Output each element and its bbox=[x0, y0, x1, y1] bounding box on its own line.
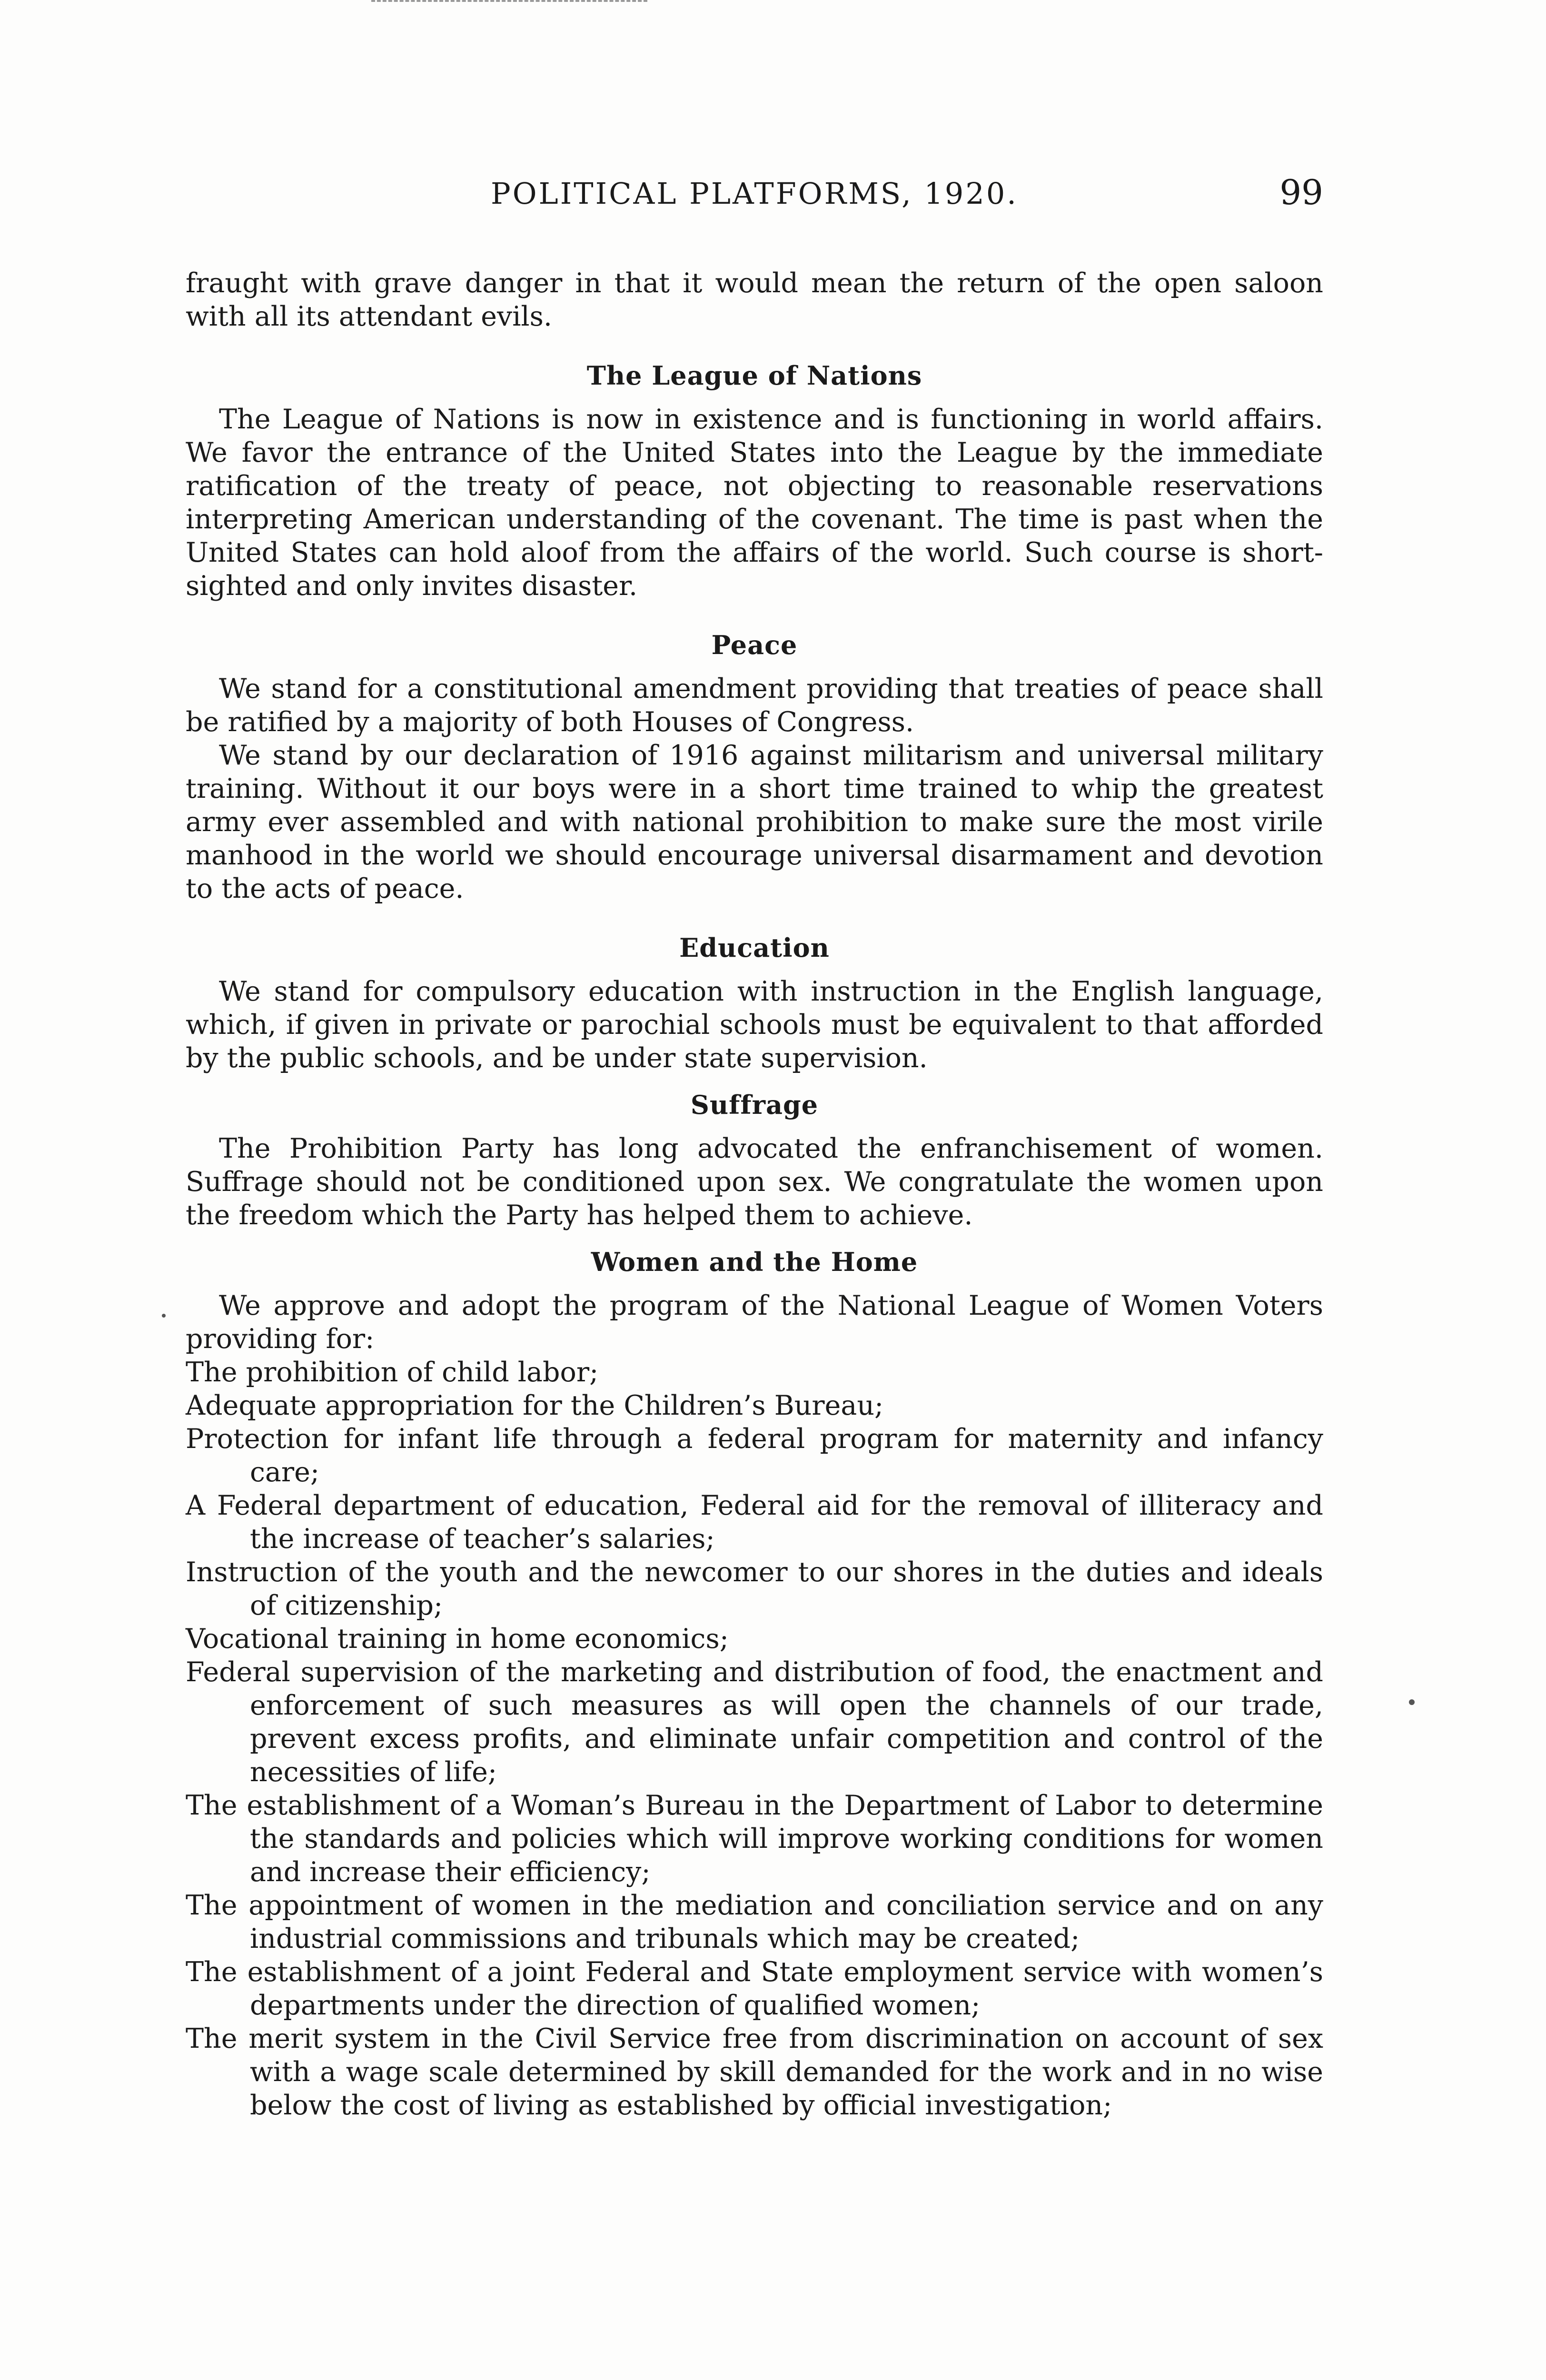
list-item: Protection for infant life through a federal program for maternity and infancy care; bbox=[186, 1423, 1323, 1488]
scan-speck bbox=[1409, 1699, 1415, 1705]
list-item: Instruction of the youth and the newcomer to our shores in the duties and ideals of citizenship; bbox=[186, 1557, 1323, 1621]
list-item: The establishment of a joint Federal and State employment service with women’s departments under the direction of qualified women; bbox=[186, 1956, 1323, 2021]
list-item: The prohibition of child labor; bbox=[186, 1357, 599, 1388]
list-item: Vocational training in home economics; bbox=[186, 1623, 729, 1655]
scan-artifact-rule bbox=[371, 0, 647, 2]
running-header bbox=[186, 172, 1323, 219]
heading-education: Education bbox=[679, 932, 830, 963]
intro-paragraph: fraught with grave danger in that it would mean the return of the open saloon with all its attendant evils. bbox=[186, 268, 1323, 332]
peace-paragraph-2: We stand by our declaration of 1916 against militarism and universal military training. Without it our boys were in a short time trained to whip the greatest army ever assembled and with national prohibition to make sure the most virile manhood in the world we should encourage universal disarmament and devotion to the acts of peace. bbox=[186, 740, 1323, 904]
heading-league-of-nations: The League of Nations bbox=[586, 360, 922, 391]
peace-paragraph-1: We stand for a constitutional amendment providing that treaties of peace shall be ratified by a majority of both Houses of Congress. bbox=[186, 673, 1323, 738]
list-item: The establishment of a Woman’s Bureau in the Department of Labor to determine the standards and policies which will improve working conditions for women and increase their efficiency; bbox=[186, 1790, 1323, 1888]
list-item: A Federal department of education, Federal aid for the removal of illiteracy and the increase of teacher’s salaries; bbox=[186, 1490, 1323, 1555]
page-body bbox=[186, 267, 1323, 2122]
suffrage-paragraph: The Prohibition Party has long advocated the enfranchisement of women. Suffrage should not be conditioned upon sex. We congratulate the women upon the freedom which the Party has helped them to achieve. bbox=[186, 1133, 1323, 1231]
heading-women-and-the-home: Women and the Home bbox=[591, 1247, 918, 1277]
education-paragraph: We stand for compulsory education with instruction in the English language, which, if given in private or parochial schools must be equivalent to that afforded by the public schools, and be under state supervision. bbox=[186, 976, 1323, 1074]
running-title: POLITICAL PLATFORMS, 1920. bbox=[491, 176, 1018, 211]
women-intro-paragraph: We approve and adopt the program of the National League of Women Voters providing for: bbox=[186, 1290, 1323, 1355]
list-item: Adequate appropriation for the Children’s Bureau; bbox=[186, 1390, 884, 1421]
program-list bbox=[186, 1356, 1323, 2122]
league-paragraph: The League of Nations is now in existence and is functioning in world affairs. We favor the entrance of the United States into the League by the immediate ratification of the treaty of peace, not objecting to reasonable reservations interpreting American understanding of the covenant. The time is past when the United States can hold aloof from the affairs of the world. Such course is short-sighted and only invites disaster. bbox=[186, 404, 1323, 602]
heading-suffrage: Suffrage bbox=[690, 1090, 819, 1120]
page-number: 99 bbox=[1279, 172, 1323, 212]
scan-speck bbox=[162, 1314, 166, 1318]
list-item: The merit system in the Civil Service free from discrimination on account of sex with a wage scale determined by skill demanded for the work and in no wise below the cost of living as established by official investigation; bbox=[186, 2023, 1323, 2121]
list-item: The appointment of women in the mediation and conciliation service and on any industrial commissions and tribunals which may be created; bbox=[186, 1890, 1323, 1954]
list-item: Federal supervision of the marketing and distribution of food, the enactment and enforcement of such measures as will open the channels of our trade, prevent excess profits, and eliminate unfair competition and control of the necessities of life; bbox=[186, 1656, 1323, 1788]
heading-peace: Peace bbox=[711, 630, 798, 660]
